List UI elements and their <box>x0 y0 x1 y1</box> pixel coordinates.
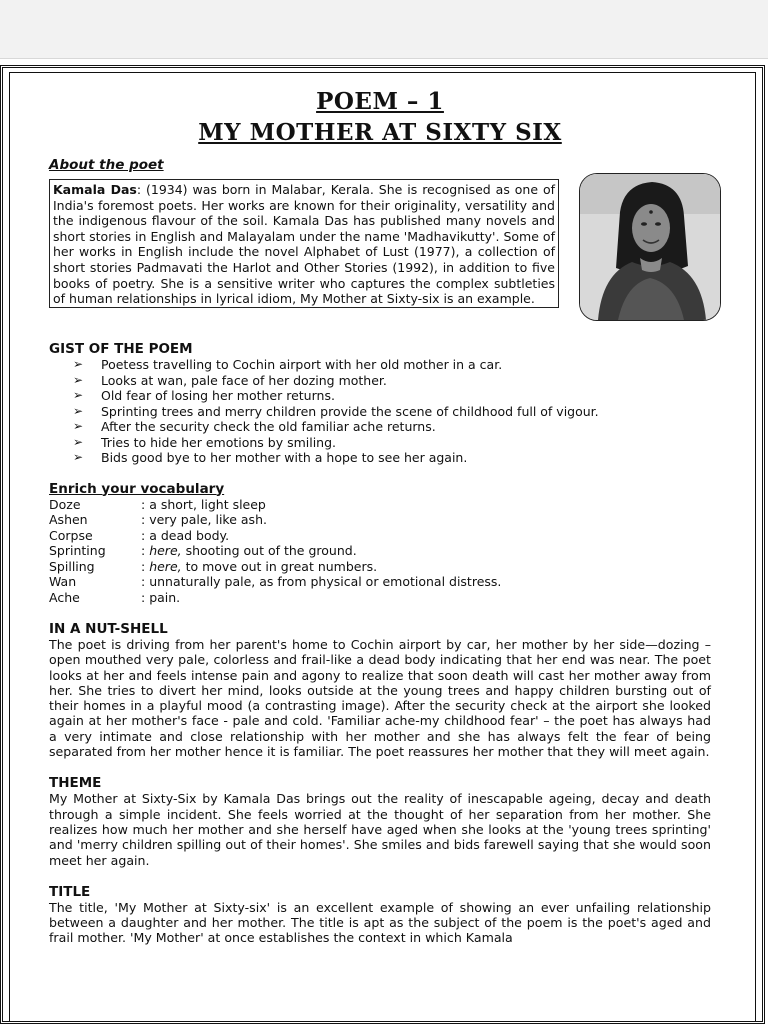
vocab-definition: pain. <box>149 589 181 605</box>
vocab-definition: shooting out of the ground. <box>181 543 357 558</box>
list-item: ➢ After the security check the old familiar ache returns. <box>73 419 436 434</box>
vocab-definition: a dead body. <box>149 527 230 543</box>
title-heading: TITLE <box>49 883 91 900</box>
poem-number: POEM – 1 <box>316 88 444 115</box>
vocab-row: Doze : a short, light sleep <box>49 496 266 512</box>
nutshell-heading: IN A NUT-SHELL <box>49 621 168 637</box>
vocab-list <box>49 497 711 606</box>
arrow-bullet-icon: ➢ <box>73 403 84 418</box>
vocab-term: Corpse <box>49 527 93 543</box>
arrow-bullet-icon: ➢ <box>73 434 84 449</box>
title-paragraph: The title, 'My Mother at Sixty-six' is an excellent example of showing an ever unfailing relationship between a daughter and her mother. The title is apt as the subject of the poem is the poet's aged and frail mother. 'My Mother' at once establishes the context in which Kamala <box>49 899 711 946</box>
vocab-term: Spilling <box>49 558 95 574</box>
poet-bio: : (1934) was born in Malabar, Kerala. She is recognised as one of India's foremost poets. Her works are known for their originality, versatility and the indigenous flavour of the soil. Kamala Das has published many novels and short stories in English and Malayalam under the name 'Madhavikutty'. Some of her works in English include the novel Alphabet of Lust (1977), a collection of short stories Padmavati the Harlot and Other Stories (1992), in addition to five books of poetry. She is a sensitive writer who captures the complex subtleties of human relationships in lyrical idiom, My Mother at Sixty-six is an example. <box>53 182 555 307</box>
vocab-term: Ashen <box>49 512 88 527</box>
page-content <box>49 86 711 946</box>
about-poet-section <box>49 179 711 341</box>
arrow-bullet-icon: ➢ <box>73 419 84 433</box>
vocab-term: Ache <box>49 589 80 605</box>
document-page <box>0 65 765 1024</box>
vocab-definition: unnaturally pale, as from physical or emotional distress. <box>149 574 502 589</box>
vocab-term: Doze <box>49 496 81 512</box>
arrow-bullet-icon: ➢ <box>73 372 84 387</box>
nutshell-paragraph: The poet is driving from her parent's home to Cochin airport by car, her mother by her side—dozing –open mouthed very pale, colorless and frail-like a dead body indicating that her end was near. The poet looks at her and feels intense pain and agony to realize that soon death will cast her mother away from her. She tries to divert her mind, looks outside at the young trees and happy children bursting out of their homes in a playful mood (a contrasting image). After the security check at the airport she looked again at her mother's face - pale and cold. 'Familiar ache-my childhood fear' – the poet has always had a very intimate and close relationship with her mother and she has always felt the fear of being separated from her mother hence it is familiar. The poet reassures her mother that they will meet again. <box>49 637 711 760</box>
gist-heading: GIST OF THE POEM <box>49 341 193 357</box>
vocab-definition: a short, light sleep <box>149 496 266 512</box>
list-item: ➢ Looks at wan, pale face of her dozing mother. <box>73 372 387 388</box>
vocab-row: Sprinting : here, shooting out of the ground. <box>49 543 357 558</box>
list-item: ➢ Poetess travelling to Cochin airport with her old mother in a car. <box>73 357 503 372</box>
vocab-row: Corpse : a dead body. <box>49 527 230 543</box>
list-item: ➢ Bids good bye to her mother with a hope to see her again. <box>73 450 468 465</box>
vocab-definition: very pale, like ash. <box>149 512 267 527</box>
vocab-definition: to move out in great numbers. <box>181 558 378 574</box>
poet-name: Kamala Das <box>53 182 137 197</box>
about-poet-heading: About the poet <box>49 157 164 173</box>
list-item: ➢ Sprinting trees and merry children provide the scene of childhood full of vigour. <box>73 403 599 419</box>
vocab-row: Wan : unnaturally pale, as from physical or emotional distress. <box>49 574 502 589</box>
arrow-bullet-icon: ➢ <box>73 450 84 464</box>
vocab-row: Ashen : very pale, like ash. <box>49 512 267 527</box>
vocab-term: Wan <box>49 574 77 589</box>
gist-list <box>49 357 711 466</box>
vocab-term: Sprinting <box>49 543 106 558</box>
arrow-bullet-icon: ➢ <box>73 388 84 402</box>
viewer-toolbar <box>0 0 768 59</box>
arrow-bullet-icon: ➢ <box>73 357 84 371</box>
list-item: ➢ Old fear of losing her mother returns. <box>73 388 335 403</box>
theme-heading: THEME <box>49 775 102 792</box>
theme-paragraph: My Mother at Sixty-Six by Kamala Das brings out the reality of inescapable ageing, decay and death through a simple incident. She feels worried at the thought of her separation from her mother. She realizes how much her mother and she herself have aged when she looks at the 'young trees sprinting' and 'merry children spilling out of their homes'. She smiles and bids farewell saying that she would soon meet her again. <box>49 791 711 868</box>
list-item: ➢ Tries to hide her emotions by smiling. <box>73 434 337 450</box>
vocab-row: Spilling : here, to move out in great numbers. <box>49 558 378 574</box>
poet-photo <box>579 173 721 321</box>
poem-title: MY MOTHER AT SIXTY SIX <box>198 119 562 146</box>
poet-portrait-image <box>580 174 720 320</box>
vocab-heading: Enrich your vocabulary <box>49 480 225 497</box>
about-poet-box <box>49 179 559 308</box>
vocab-row: Ache : pain. <box>49 589 181 605</box>
